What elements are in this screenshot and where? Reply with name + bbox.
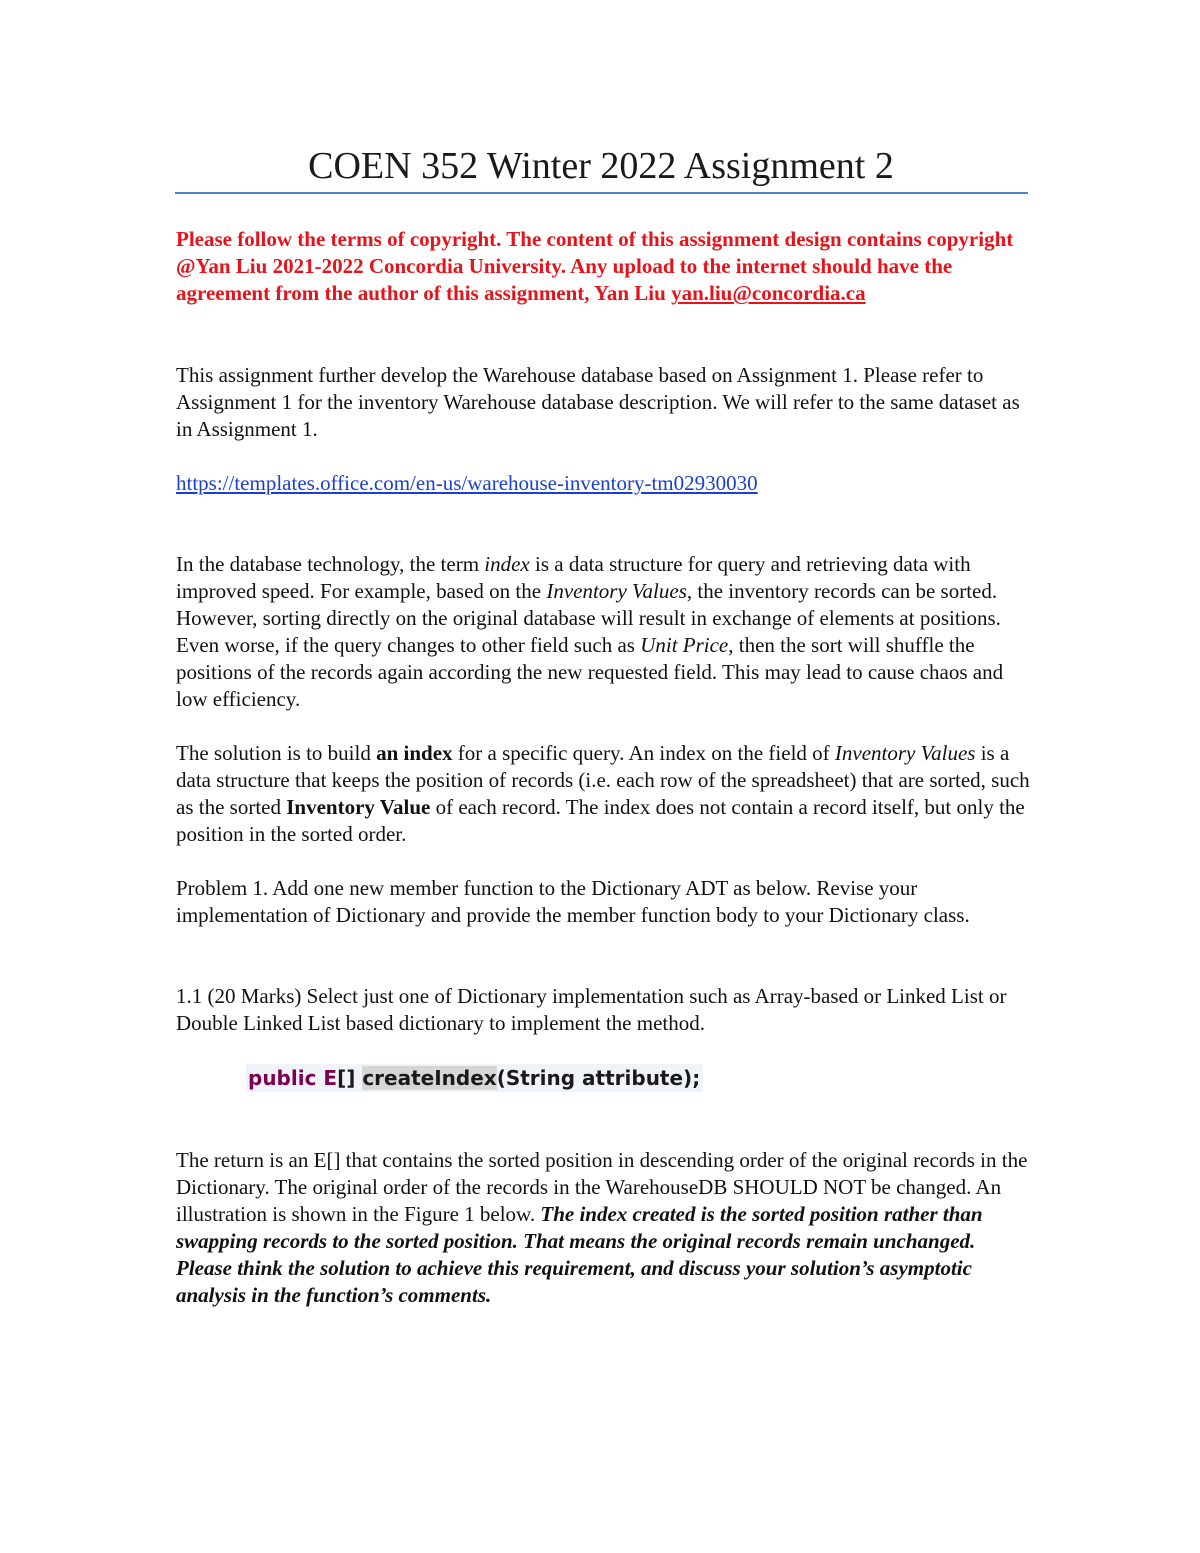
solution-text-4: of each record. The index does not contain a record itself, but only the position in the sorted order. xyxy=(176,795,1025,846)
solution-text-1: The solution is to build xyxy=(176,741,377,765)
method-signature-code xyxy=(246,1064,703,1092)
return-paragraph xyxy=(176,1147,1036,1309)
index-paragraph xyxy=(176,551,1036,713)
inventory-value-term: Inventory Value xyxy=(286,795,431,819)
solution-text-2: for a specific query. An index on the field of xyxy=(452,741,835,765)
code-array-brackets: [] xyxy=(337,1066,363,1090)
code-arguments: (String attribute); xyxy=(496,1066,701,1090)
return-text: The return is an E[] that contains the sorted position in descending order of the original records in the Dictionary. The original order of the records in the WarehouseDB SHOULD NOT be changed. An illustration is shown in the Figure 1 below. xyxy=(176,1148,1028,1226)
intro-paragraph: This assignment further develop the Warehouse database based on Assignment 1. Please refer to Assignment 1 for the inventory Warehouse database description. We will refer to the same dataset as in Assignment 1. xyxy=(176,363,1020,441)
index-paragraph-text-1: In the database technology, the term xyxy=(176,552,485,576)
copyright-notice xyxy=(176,226,1036,307)
inventory-values-term: Inventory Values xyxy=(546,579,687,603)
solution-paragraph xyxy=(176,740,1036,848)
an-index-term: an index xyxy=(376,741,453,765)
unit-price-term: Unit Price xyxy=(640,633,729,657)
page-title: COEN 352 Winter 2022 Assignment 2 xyxy=(308,145,894,187)
index-emphasis-text: The index created is the sorted position rather than swapping records to the sorted position. That means the original records remain unchanged. Please think the solution to achieve this requirement, and discuss your solution’s asymptotic analysis in the function’s comments. xyxy=(176,1202,983,1307)
code-return-type: E xyxy=(323,1066,338,1090)
template-link[interactable]: https://templates.office.com/en-us/warehouse-inventory-tm02930030 xyxy=(176,471,758,495)
template-link-paragraph xyxy=(176,470,1036,497)
code-method-name: createIndex xyxy=(362,1066,497,1090)
index-paragraph-text-3: , the inventory records can be sorted. However, sorting directly on the original database will result in exchange of elements at positions. Even worse, if the query changes to other field such as xyxy=(176,579,1001,657)
question-1-1-paragraph: 1.1 (20 Marks) Select just one of Dictionary implementation such as Array-based or Linked List or Double Linked List based dictionary to implement the method. xyxy=(176,984,1007,1035)
copyright-notice-text: Please follow the terms of copyright. The content of this assignment design contains copyright @Yan Liu 2021-2022 Concordia University. Any upload to the internet should have the agreement from the author of this assignment, Yan Liu xyxy=(176,227,1014,305)
index-paragraph-text-2: is a data structure for query and retrieving data with improved speed. For example, based on the xyxy=(176,552,971,603)
index-term: index xyxy=(484,552,530,576)
author-email-link[interactable]: yan.liu@concordia.ca xyxy=(671,281,866,305)
title-underline xyxy=(175,192,1028,194)
inventory-values-field: Inventory Values xyxy=(834,741,976,765)
code-keyword: public xyxy=(248,1066,317,1090)
solution-text-3: is a data structure that keeps the position of records (i.e. each row of the spreadsheet) that are sorted, such as the sorted xyxy=(176,741,1030,819)
index-paragraph-text-4: , then the sort will shuffle the positions of the records again according the new requested field. This may lead to cause chaos and low efficiency. xyxy=(176,633,1004,711)
problem-1-paragraph: Problem 1. Add one new member function to the Dictionary ADT as below. Revise your implementation of Dictionary and provide the member function body to your Dictionary class. xyxy=(176,876,970,927)
